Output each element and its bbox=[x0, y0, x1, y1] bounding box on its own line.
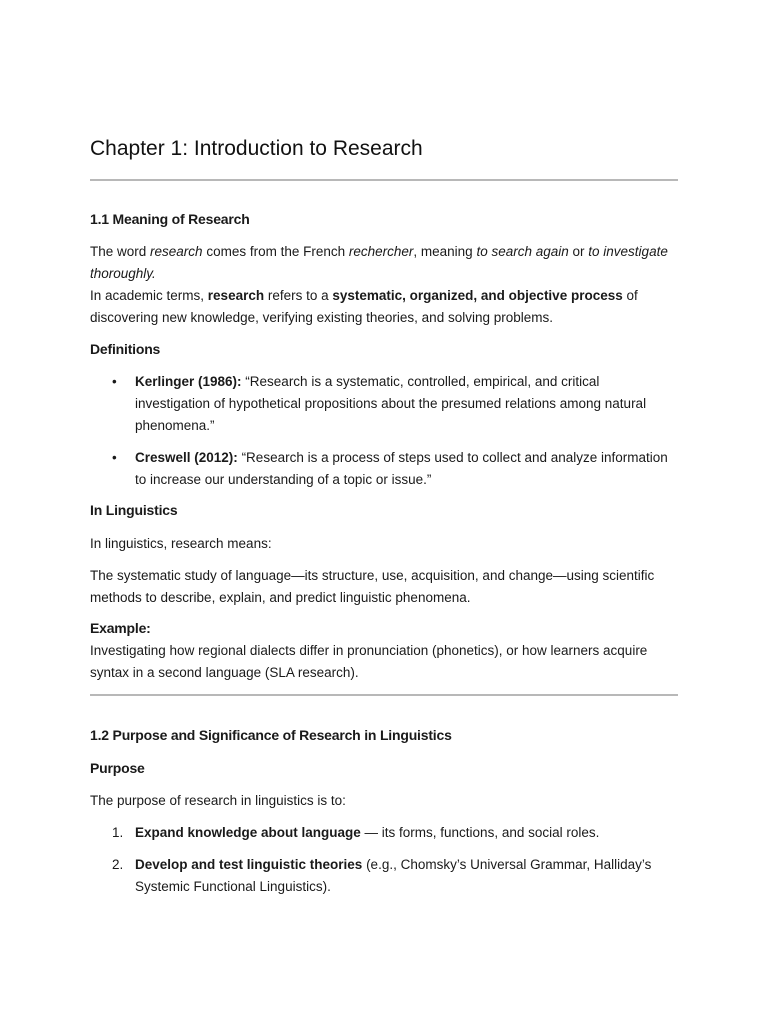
linguistics-heading: In Linguistics bbox=[90, 502, 178, 518]
section-heading-1-1: 1.1 Meaning of Research bbox=[90, 211, 250, 227]
example-paragraph: Investigating how regional dialects differ in pronunciation (phonetics), or how learners acquire syntax in a second language (SLA research). bbox=[90, 643, 648, 680]
linguistics-paragraph-2: The systematic study of language—its structure, use, acquisition, and change—using scientific methods to describe, explain, and predict linguistic phenomena. bbox=[90, 568, 655, 605]
purpose-item bbox=[90, 822, 678, 844]
definitions-heading: Definitions bbox=[90, 341, 161, 357]
divider-rule bbox=[90, 694, 678, 696]
purpose-lead: Develop and test linguistic theories bbox=[135, 857, 363, 872]
definition-item bbox=[90, 447, 678, 491]
definition-lead: Kerlinger (1986): bbox=[135, 374, 242, 389]
section-heading-1-2: 1.2 Purpose and Significance of Research in Linguistics bbox=[90, 727, 452, 743]
definition-item bbox=[90, 371, 678, 437]
bullet-icon: • bbox=[112, 374, 117, 389]
definition-text: “Research is a systematic, controlled, empirical, and critical investigation of hypothetical propositions about the presumed relations among natural phenomena.” bbox=[135, 374, 647, 433]
purpose-text: — its forms, functions, and social roles. bbox=[360, 825, 600, 840]
example-heading: Example: bbox=[90, 620, 151, 636]
definition-text: “Research is a process of steps used to collect and analyze information to increase our understanding of a topic or issue.” bbox=[135, 450, 668, 487]
purpose-lead: Expand knowledge about language bbox=[135, 825, 361, 840]
intro-paragraph-1: The word research comes from the French rechercher, meaning to search again or to investigate thoroughly. bbox=[90, 244, 668, 281]
purpose-heading: Purpose bbox=[90, 760, 145, 776]
list-number: 1. bbox=[112, 825, 124, 840]
purpose-text: (e.g., Chomsky’s Universal Grammar, Halliday’s Systemic Functional Linguistics). bbox=[135, 857, 652, 894]
chapter-title: Chapter 1: Introduction to Research bbox=[90, 137, 423, 160]
purpose-item bbox=[90, 854, 678, 898]
purpose-intro: The purpose of research in linguistics is to: bbox=[90, 793, 346, 808]
linguistics-paragraph-1: In linguistics, research means: bbox=[90, 536, 272, 551]
intro-paragraph-2: In academic terms, research refers to a systematic, organized, and objective process of discovering new knowledge, verifying existing theories, and solving problems. bbox=[90, 288, 638, 325]
list-number: 2. bbox=[112, 857, 124, 872]
divider-rule bbox=[90, 179, 678, 181]
definition-lead: Creswell (2012): bbox=[135, 450, 238, 465]
bullet-icon: • bbox=[112, 450, 117, 465]
